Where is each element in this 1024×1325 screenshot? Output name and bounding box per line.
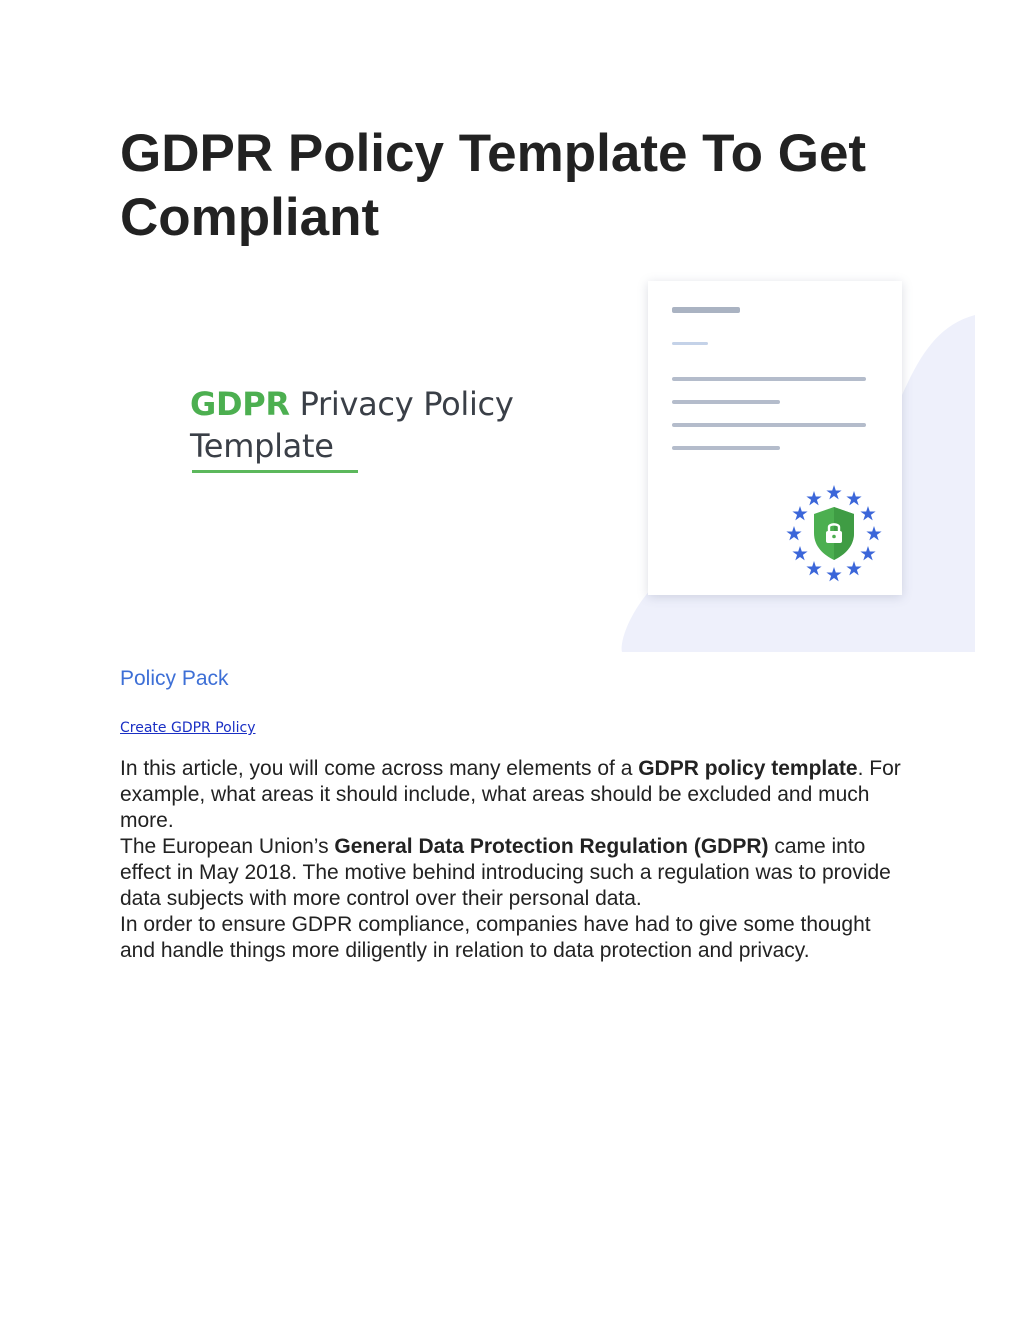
section-heading-policy-pack: Policy Pack bbox=[120, 667, 229, 690]
doc-title-line bbox=[672, 307, 740, 313]
article-bold-text: General Data Protection Regulation (GDPR) bbox=[334, 835, 769, 858]
article-bold-text: GDPR policy template bbox=[638, 757, 858, 780]
article-paragraph bbox=[120, 834, 910, 912]
article-text: The European Union’s bbox=[120, 835, 335, 858]
article-text: . For example, what areas it should include, what areas should be excluded and much more. bbox=[120, 757, 901, 832]
hero-heading-line2: Template bbox=[190, 427, 334, 465]
document-illustration bbox=[648, 281, 902, 595]
doc-text-line bbox=[672, 377, 866, 381]
padlock-shield-icon bbox=[782, 481, 886, 585]
hero-banner bbox=[150, 275, 974, 655]
doc-text-line bbox=[672, 400, 780, 404]
hero-heading-rest: Privacy Policy bbox=[289, 385, 514, 423]
hero-heading bbox=[190, 383, 514, 467]
doc-text-line bbox=[672, 423, 866, 427]
doc-subtitle-line bbox=[672, 342, 708, 345]
article-paragraph: In order to ensure GDPR compliance, companies have had to give some thought and handle things more diligently in relation to data protection and privacy. bbox=[120, 913, 871, 962]
hero-heading-accent: GDPR bbox=[190, 385, 290, 423]
hero-underline bbox=[192, 470, 358, 473]
article-body bbox=[120, 756, 910, 964]
article-paragraph bbox=[120, 756, 910, 834]
article-text: In this article, you will come across many elements of a bbox=[120, 757, 639, 780]
page-title: GDPR Policy Template To Get Compliant bbox=[120, 124, 867, 247]
doc-text-line bbox=[672, 446, 780, 450]
article-text: came into effect in May 2018. The motive behind introducing such a regulation was to provide data subjects with more control over their personal data. bbox=[120, 835, 891, 910]
create-gdpr-policy-link[interactable]: Create GDPR Policy bbox=[120, 720, 256, 736]
